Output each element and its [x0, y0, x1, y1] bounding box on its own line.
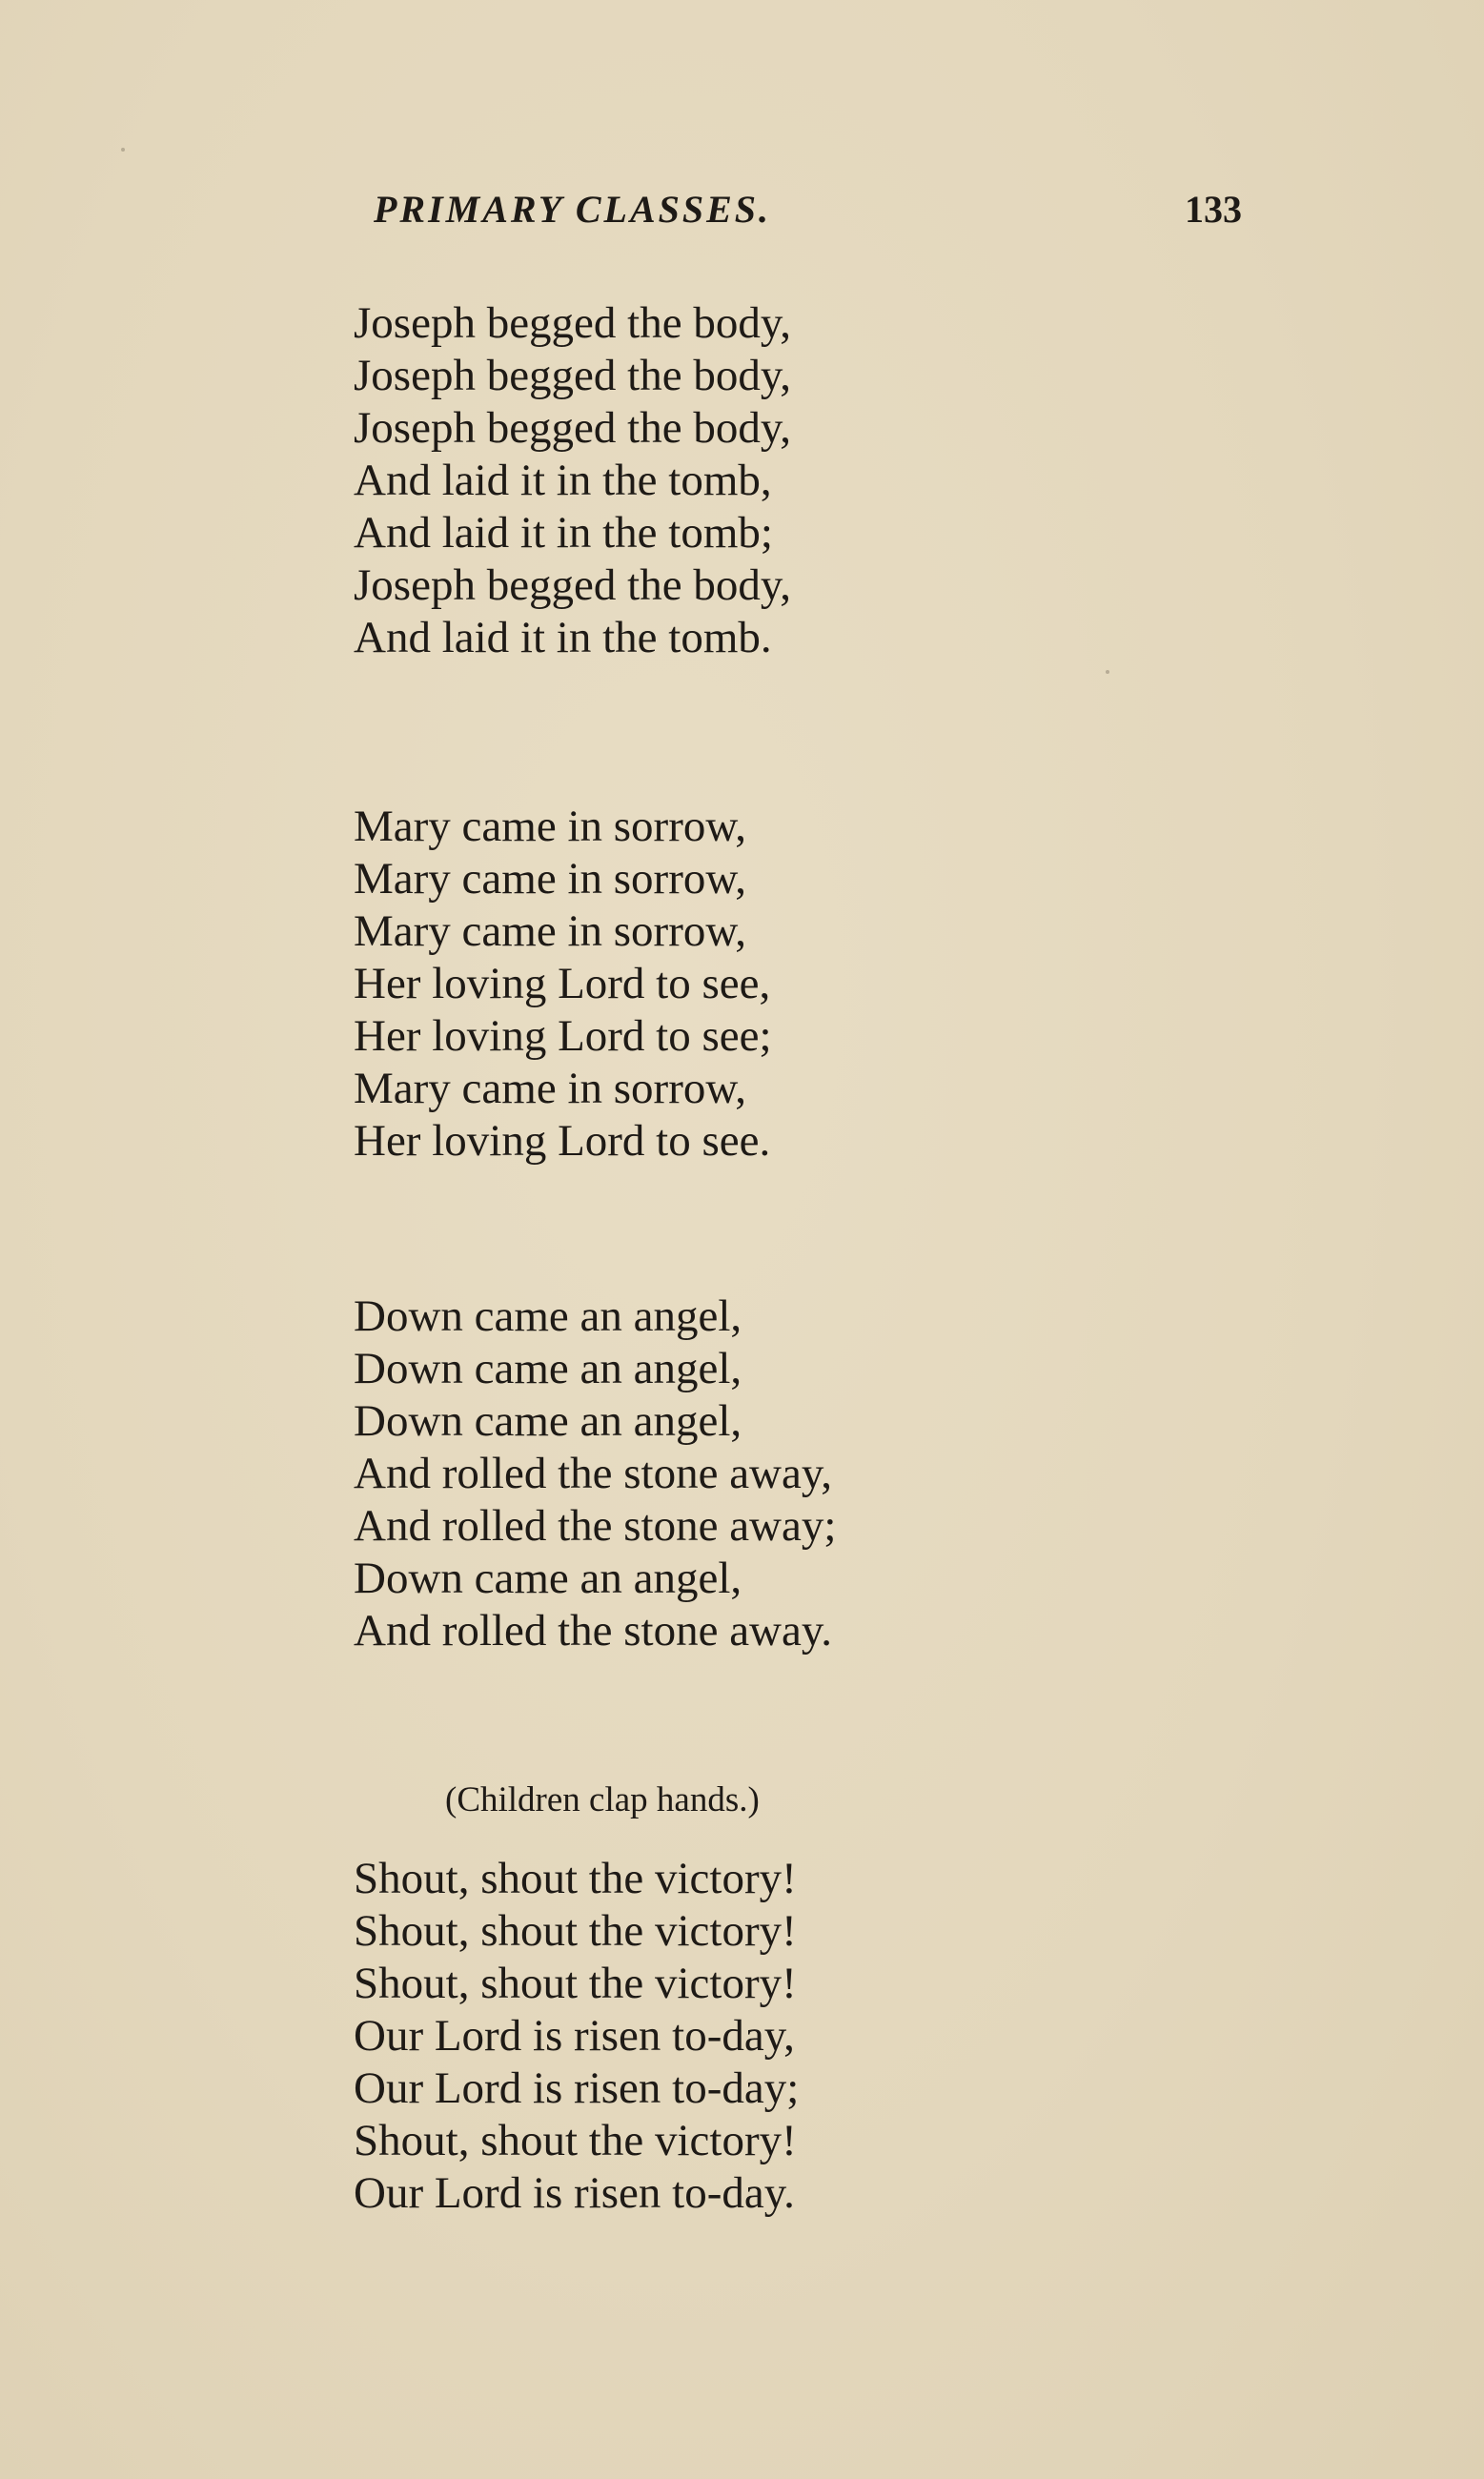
verse-line: Mary came in sorrow,: [354, 854, 746, 904]
paper-speck: [121, 148, 125, 152]
verse-line: Joseph begged the body,: [354, 298, 792, 348]
verse-line: Joseph begged the body,: [354, 560, 792, 610]
stanza-3: [354, 1290, 1078, 1657]
verse-line: Down came an angel,: [354, 1291, 742, 1341]
verse-line: Joseph begged the body,: [354, 351, 792, 400]
verse-line: Joseph begged the body,: [354, 403, 792, 453]
verse-line: And laid it in the tomb;: [354, 508, 773, 558]
verse-line: And laid it in the tomb,: [354, 456, 772, 505]
verse-line: Mary came in sorrow,: [354, 1064, 746, 1113]
verse-line: Down came an angel,: [354, 1554, 742, 1603]
stanza-1: [354, 297, 1078, 664]
verse-line: Shout, shout the victory!: [354, 1906, 797, 1956]
verse-line: Mary came in sorrow,: [354, 906, 746, 956]
verse-line: And rolled the stone away,: [354, 1449, 833, 1498]
verse-line: Her loving Lord to see;: [354, 1011, 772, 1061]
stanza-4: [354, 1853, 1078, 2220]
verse-line: And laid it in the tomb.: [354, 613, 772, 662]
verse-line: Her loving Lord to see.: [354, 1116, 771, 1166]
verse-line: Shout, shout the victory!: [354, 2116, 797, 2165]
verse-line: And rolled the stone away;: [354, 1501, 837, 1551]
verse-line: Our Lord is risen to-day.: [354, 2168, 795, 2218]
verse-line: Our Lord is risen to-day;: [354, 2063, 800, 2113]
paper-speck: [1106, 670, 1109, 674]
stage-direction: (Children clap hands.): [445, 1780, 760, 1819]
verse-line: Her loving Lord to see,: [354, 959, 771, 1008]
chapter-title: PRIMARY CLASSES.: [374, 188, 772, 231]
running-head: [0, 181, 1484, 238]
verse-line: Shout, shout the victory!: [354, 1959, 797, 2008]
verse-line: Down came an angel,: [354, 1396, 742, 1446]
page-number: 133: [1185, 188, 1242, 231]
verse-line: Our Lord is risen to-day,: [354, 2011, 795, 2061]
verse-line: And rolled the stone away.: [354, 1606, 833, 1656]
verse-line: Mary came in sorrow,: [354, 802, 746, 851]
verse-line: Down came an angel,: [354, 1344, 742, 1393]
stanza-2: [354, 801, 1078, 1168]
verse-line: Shout, shout the victory!: [354, 1854, 797, 1903]
